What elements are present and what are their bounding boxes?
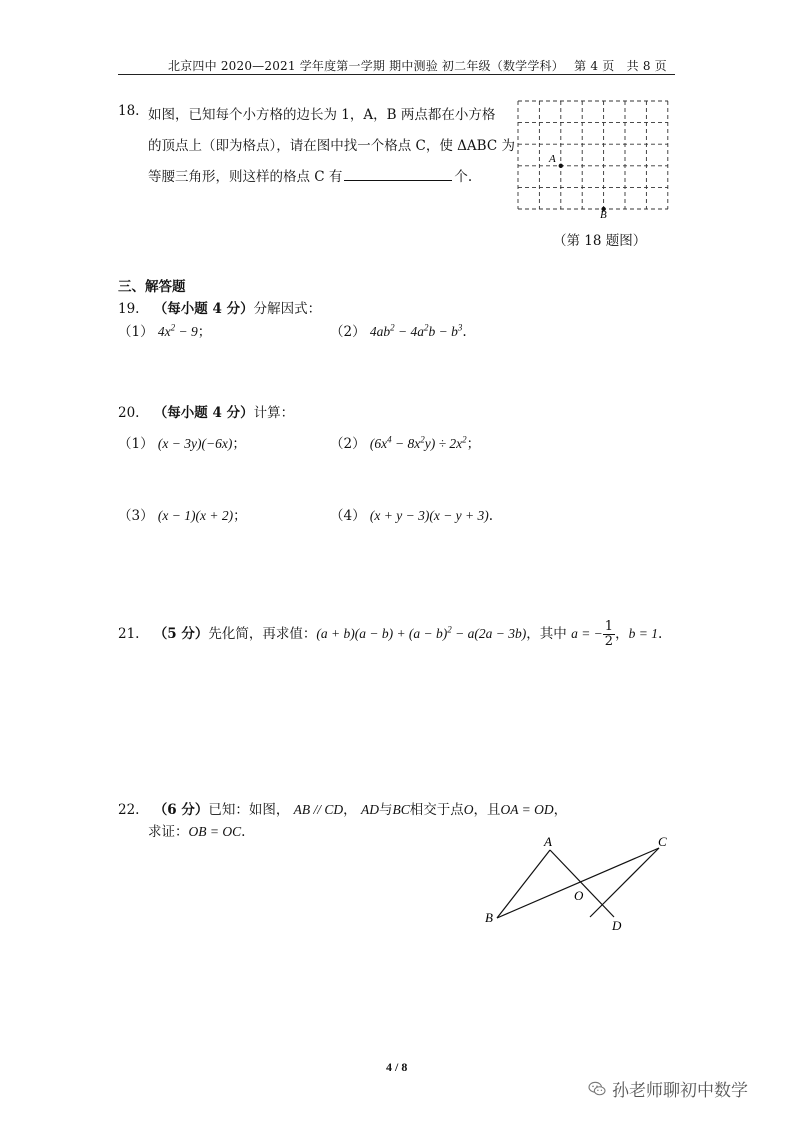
- q22-line1: 22. （6 分）已知：如图， AB // CD， AD与BC相交于点O，且OA = OD，: [118, 802, 568, 818]
- q18-line2: 的顶点上（即为格点），请在图中找一个格点 C，使 ΔABC 为: [148, 138, 515, 154]
- q22-prove: 求证：: [148, 824, 189, 840]
- point-a: [559, 164, 563, 168]
- q19-number: 19.: [118, 301, 140, 317]
- q22-figure: [480, 830, 680, 940]
- q22-number: 22.: [118, 802, 140, 818]
- q20-part4-label: （4）: [330, 508, 366, 524]
- q19-points: （每小题 4 分）: [153, 301, 254, 317]
- page-header: 北京四中 2020—2021 学年度第一学期 期中测验 初二年级（数学学科） 第 4 页 共 8 页: [168, 59, 667, 73]
- q22-points: （6 分）: [153, 802, 209, 818]
- q19-part2-label: （2）: [330, 324, 366, 340]
- q22-text2: 与: [378, 802, 393, 818]
- q18-line3-pre: 等腰三角形，则这样的格点 C 有: [148, 169, 343, 185]
- fig-label-b: B: [485, 910, 493, 925]
- q18-grid-figure: [515, 98, 673, 220]
- q21-points: （5 分）: [153, 626, 209, 642]
- segment-bc: [497, 848, 659, 918]
- q19-part1: （1） $4x^2 - 9$；: [118, 322, 212, 340]
- q21-expr: $(a + b)(a - b) + (a - b)^2 - a(2a - 3b)$: [316, 624, 527, 641]
- segment-ab: [497, 850, 550, 918]
- q20-part3: （3） (x − 1)(x + 2)；: [118, 508, 247, 524]
- q20-points: （每小题 4 分）: [153, 405, 254, 421]
- watermark: [588, 1076, 748, 1101]
- q22-ob-oc: OB = OC: [188, 824, 242, 839]
- q18-number: 18.: [118, 103, 140, 119]
- q20-instruction: 计算：: [253, 405, 295, 421]
- label-b: B: [600, 209, 607, 220]
- q22-text4: ，且: [473, 802, 501, 818]
- q20-heading: [118, 401, 294, 421]
- q21: 21. （5 分）先化简，再求值：$(a + b)(a - b) + (a - b)^2 - a(2a - 3b)$，其中 a = − $\frac{1}{2}$ ，b = 1.: [118, 619, 663, 649]
- q20-part2-expr: $(6x^4 - 8x^2y) \div 2x^2$: [369, 434, 467, 451]
- q19-part2: （2） $4ab^2 - 4a^2b - b^3$.: [330, 322, 467, 340]
- fig-label-c: C: [658, 834, 667, 849]
- q20-part4: （4） (x + y − 3)(x − y + 3).: [330, 508, 494, 524]
- fig-label-o: O: [574, 888, 584, 903]
- q20-number: 20.: [118, 405, 140, 421]
- fig-label-a: A: [544, 834, 552, 849]
- q20-part1: （1） (x − 3y)(−6x)；: [118, 436, 246, 452]
- q21-frac-num: 1: [604, 619, 614, 634]
- q20-part4-expr: (x + y − 3)(x − y + 3): [369, 508, 489, 523]
- q18-line3-post: 个.: [454, 169, 473, 185]
- q18-line3: [148, 165, 472, 185]
- section-title: 三、解答题: [118, 279, 186, 295]
- fig-label-d: D: [612, 918, 622, 933]
- q19-part1-expr: $4x^2 - 9$: [157, 322, 198, 339]
- q18-caption: （第 18 题图）: [553, 233, 647, 249]
- segment-ad: [550, 850, 614, 917]
- q22-oa-od: OA = OD: [500, 802, 554, 817]
- q21-a-eq: a = −: [571, 626, 603, 641]
- q19-instruction: 分解因式：: [253, 301, 322, 317]
- q22-text3: 相交于点: [409, 802, 464, 818]
- q20-part1-label: （1）: [118, 436, 154, 452]
- q20-part1-expr: (x − 3y)(−6x): [157, 436, 233, 451]
- label-a: A: [549, 153, 556, 165]
- q19-part2-expr: $4ab^2 - 4a^2b - b^3$: [369, 322, 463, 339]
- q20-part2-label: （2）: [330, 436, 366, 452]
- q19-part1-label: （1）: [118, 324, 154, 340]
- q19-heading: [118, 297, 321, 317]
- q22-text1: 已知：如图，: [208, 802, 290, 818]
- segment-cd: [590, 848, 659, 917]
- header-rule: [118, 74, 675, 75]
- q21-number: 21.: [118, 626, 140, 642]
- q21-frac-den: 2: [604, 634, 614, 649]
- q20-part3-label: （3）: [118, 508, 154, 524]
- q21-text-mid: ，其中: [526, 626, 567, 642]
- answer-blank[interactable]: [344, 168, 452, 181]
- wechat-logo-icon: [588, 1081, 606, 1097]
- q22-ab-cd: AB // CD: [293, 802, 344, 817]
- q18-line1: 如图，已知每个小方格的边长为 1，A，B 两点都在小方格: [148, 107, 496, 123]
- q22-line2: 求证：OB = OC.: [148, 824, 246, 840]
- q20-part3-expr: (x − 1)(x + 2): [157, 508, 234, 523]
- grid-lines: [518, 101, 668, 209]
- q21-b-eq: b = 1: [628, 626, 658, 641]
- q21-text-pre: 先化简，再求值：: [208, 626, 317, 642]
- watermark-text: 孙老师聊初中数学: [612, 1081, 748, 1101]
- q21-fraction: [603, 620, 615, 649]
- page-number: 4 / 8: [386, 1060, 408, 1074]
- q20-part2: （2） $(6x^4 - 8x^2y) \div 2x^2$；: [330, 434, 481, 452]
